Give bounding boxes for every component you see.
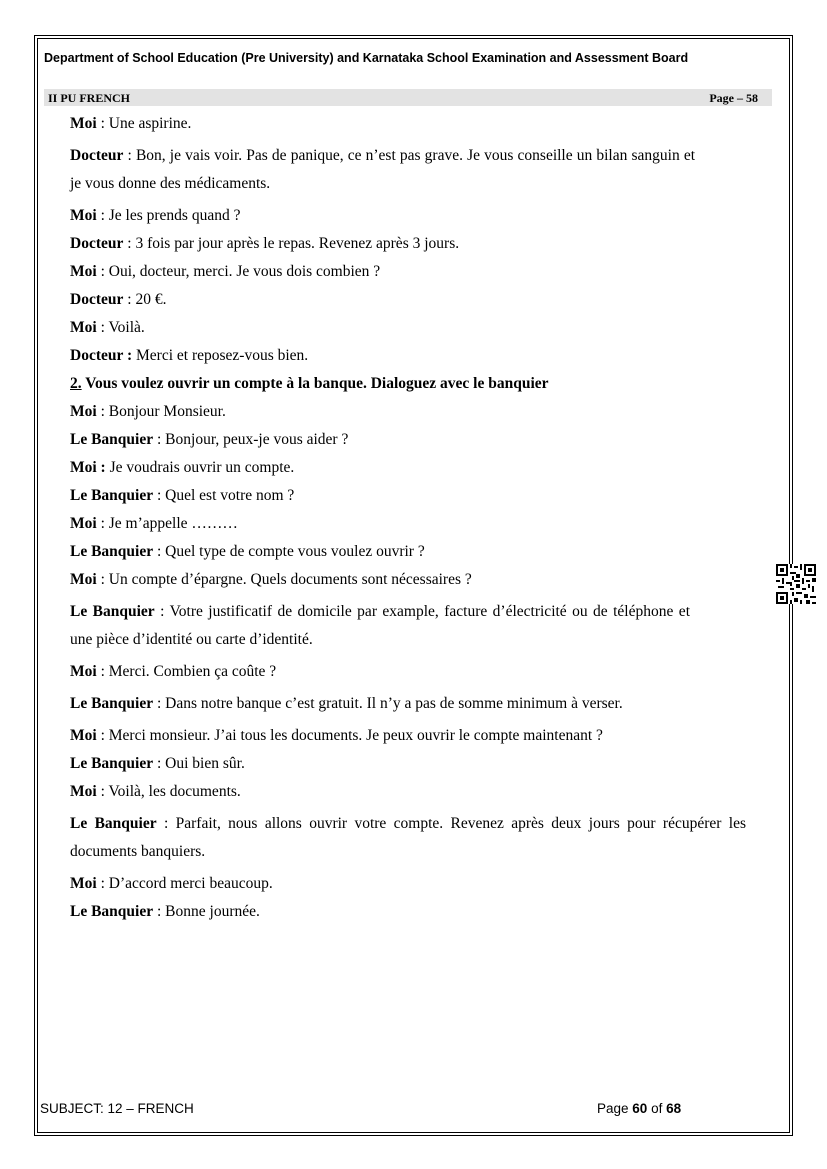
separator: : [153, 431, 166, 448]
speaker: Le Banquier [70, 543, 154, 560]
separator: : [96, 875, 109, 892]
separator: : [96, 319, 109, 336]
dialogue-line [70, 598, 690, 654]
speaker: Moi [70, 403, 97, 420]
line-text: Bonjour, peux-je vous aider ? [165, 431, 349, 448]
speaker: Le Banquier [70, 431, 154, 448]
page-of: of [647, 1101, 667, 1116]
separator: : [96, 783, 109, 800]
department-header: Department of School Education (Pre University) and Karnataka School Examination and Assessment Board [44, 51, 689, 65]
separator: : [123, 291, 136, 308]
separator: : [96, 207, 109, 224]
dialogue-line [70, 262, 750, 290]
speaker: Docteur [70, 291, 124, 308]
speaker: Moi [70, 515, 97, 532]
dialogue-line [70, 902, 750, 930]
line-text: Merci. Combien ça coûte ? [108, 663, 277, 680]
line-text: Quel type de compte vous voulez ouvrir ? [165, 543, 425, 560]
separator: : [96, 515, 109, 532]
line-text: Oui bien sûr. [165, 755, 245, 772]
dialogue-bank [70, 402, 750, 930]
dialogue-line [70, 726, 750, 754]
separator: : [96, 727, 109, 744]
line-text: Oui, docteur, merci. Je vous dois combien ? [108, 263, 381, 280]
line-text: Bon, je vais voir. Pas de panique, ce n’est pas grave. Je vous conseille un bilan sanguin et je vous donne des médicaments. [70, 147, 696, 192]
line-text: Votre justificatif de domicile par example, facture d’électricité ou de téléphone et une pièce d’identité ou carte d’identité. [70, 603, 690, 648]
separator: : [153, 903, 166, 920]
line-text: Dans notre banque c’est gratuit. Il n’y a pas de somme minimum à verser. [165, 695, 623, 712]
separator: : [123, 147, 136, 164]
dialogue-line [70, 114, 750, 142]
dialogue-line [70, 346, 750, 374]
line-text: Un compte d’épargne. Quels documents sont nécessaires ? [108, 571, 472, 588]
line-text: Merci et reposez-vous bien. [136, 347, 309, 364]
speaker: Le Banquier [70, 695, 154, 712]
speaker: Moi [70, 663, 97, 680]
dialogue-line [70, 690, 670, 718]
separator: : [153, 695, 166, 712]
page-prefix: Page [597, 1101, 633, 1116]
speaker: Moi [70, 263, 97, 280]
speaker: Moi [70, 783, 97, 800]
dialogue-line [70, 542, 750, 570]
speaker: Le Banquier [70, 903, 154, 920]
speaker: Le Banquier [70, 487, 154, 504]
speaker: Docteur : [70, 347, 133, 364]
separator: : [96, 115, 109, 132]
line-text: D’accord merci beaucoup. [108, 875, 273, 892]
line-text: Je voudrais ouvrir un compte. [109, 459, 295, 476]
dialogue-line [70, 142, 695, 198]
line-text: Je m’appelle ……… [108, 515, 238, 532]
dialogue-line [70, 458, 750, 486]
separator: : [96, 403, 109, 420]
footer-subject: SUBJECT: 12 – FRENCH [40, 1101, 194, 1116]
line-text: 20 €. [135, 291, 167, 308]
document-body [70, 114, 750, 930]
separator: : [156, 815, 176, 832]
line-text: 3 fois par jour après le repas. Revenez après 3 jours. [135, 235, 460, 252]
separator: : [96, 263, 109, 280]
footer-page-number [597, 1101, 681, 1116]
page-current: 60 [632, 1101, 648, 1116]
separator: : [153, 543, 166, 560]
line-text: Une aspirine. [108, 115, 192, 132]
dialogue-line [70, 874, 750, 902]
speaker: Moi [70, 115, 97, 132]
separator: : [154, 603, 170, 620]
separator: : [153, 487, 166, 504]
inner-page-number: Page – 58 [709, 91, 758, 105]
line-text: Quel est votre nom ? [165, 487, 295, 504]
speaker: Moi : [70, 459, 106, 476]
speaker: Moi [70, 571, 97, 588]
dialogue-line [70, 782, 750, 810]
dialogue-line [70, 290, 750, 318]
dialogue-line [70, 430, 750, 458]
subject-bar [44, 89, 772, 106]
line-text: Merci monsieur. J’ai tous les documents. Je peux ouvrir le compte maintenant ? [108, 727, 603, 744]
dialogue-line [70, 662, 750, 690]
dialogue-line [70, 206, 750, 234]
line-text: Bonjour Monsieur. [108, 403, 226, 420]
speaker: Docteur [70, 235, 124, 252]
separator: : [153, 755, 166, 772]
speaker: Le Banquier [70, 755, 154, 772]
speaker: Docteur [70, 147, 124, 164]
section-title: Vous voulez ouvrir un compte à la banque. Dialoguez avec le banquier [85, 375, 549, 392]
dialogue-line [70, 318, 750, 346]
speaker: Le Banquier [70, 815, 157, 832]
speaker: Moi [70, 319, 97, 336]
section-number: 2. [70, 375, 82, 392]
section-heading [70, 374, 750, 402]
separator: : [96, 663, 109, 680]
speaker: Moi [70, 875, 97, 892]
line-text: Parfait, nous allons ouvrir votre compte. Revenez après deux jours pour récupérer les documents banquiers. [70, 815, 746, 860]
speaker: Le Banquier [70, 603, 155, 620]
dialogue-doctor [70, 114, 750, 374]
dialogue-line [70, 402, 750, 430]
line-text: Voilà, les documents. [108, 783, 241, 800]
page-total: 68 [666, 1101, 682, 1116]
dialogue-line [70, 234, 750, 262]
separator: : [123, 235, 136, 252]
separator: : [96, 571, 109, 588]
qr-code-icon [776, 564, 816, 604]
dialogue-line [70, 810, 746, 866]
line-text: Je les prends quand ? [108, 207, 241, 224]
course-label: II PU FRENCH [48, 91, 131, 105]
speaker: Moi [70, 727, 97, 744]
speaker: Moi [70, 207, 97, 224]
dialogue-line [70, 754, 750, 782]
line-text: Voilà. [108, 319, 145, 336]
dialogue-line [70, 514, 750, 542]
line-text: Bonne journée. [165, 903, 260, 920]
dialogue-line [70, 486, 750, 514]
dialogue-line [70, 570, 750, 598]
